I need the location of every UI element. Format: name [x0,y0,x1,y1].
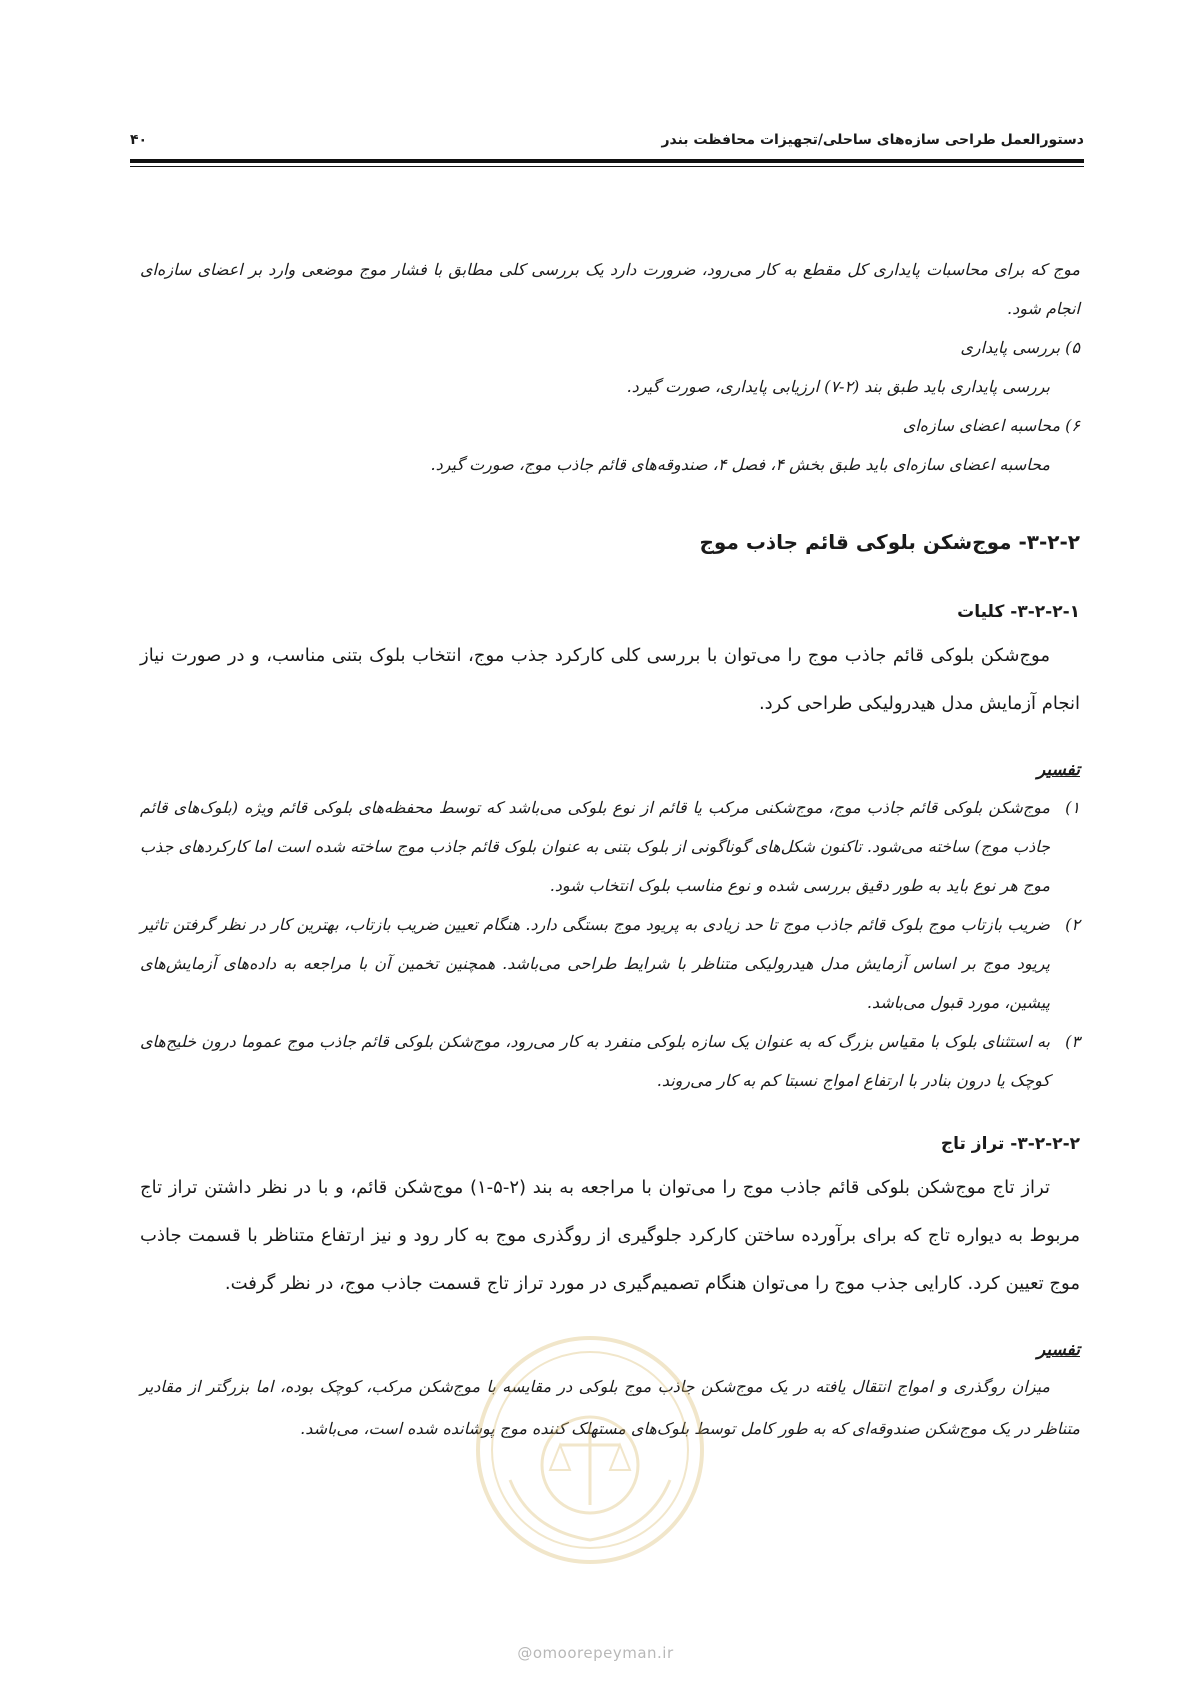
intro-paragraph: موج که برای محاسبات پایداری کل مقطع به کار می‌رود، ضرورت دارد یک بررسی کلی مطابق با فشار موج موضعی وارد بر اعضای سازه‌ای انجام شود. [140,260,1080,318]
item6-text: محاسبه اعضای سازه‌ای باید طبق بخش ۴، فصل ۴، صندوقه‌های قائم جاذب موج، صورت گیرد. [430,455,1050,474]
commentary-item [140,1022,1080,1100]
general-paragraph: موج‌شکن بلوکی قائم جاذب موج را می‌توان با بررسی کلی کارکرد جذب موج، انتخاب بلوک بتنی مناسب، و در صورت نیاز انجام آزمایش مدل هیدرولیکی طراحی کرد. [140,645,1080,714]
item5-title: ۵) بررسی پایداری [960,338,1080,357]
commentary-item-number: ۳) [1065,1032,1080,1051]
commentary-item-text: ضریب بازتاب موج بلوک قائم جاذب موج تا حد زیادی به پریود موج بستگی دارد. هنگام تعیین ضریب بازتاب، بهترین کار در نظر گرفتن تاثیر پریود موج بر اساس آزمایش مدل هیدرولیکی متناظر با شرایط طراحی می‌باشد. همچنین تخمین آن با مراجعه به داده‌های آزمایش‌های پیشین، مورد قبول می‌باشد. [140,915,1050,1012]
commentary-list [140,788,1080,1100]
commentary-item-text: به استثنای بلوک با مقیاس بزرگ که به عنوان یک سازه بلوکی منفرد به کار می‌رود، موج‌شکن بلوکی قائم جاذب موج عموما درون خلیج‌های کوچک یا درون بنادر با ارتفاع امواج نسبتا کم به کار می‌روند. [140,1032,1050,1090]
page-header [130,128,1084,160]
crest-level-paragraph: تراز تاج موج‌شکن بلوکی قائم جاذب موج را می‌توان با مراجعه به بند (۲-۵-۱) موج‌شکن قائم، و با در نظر داشتن تراز تاج مربوط به دیواره تاج که برای برآورده ساختن کارکرد جلوگیری از روگذری موج به کار رود و نیز ارتفاع متناظر با قسمت جاذب موج تعیین کرد. کارایی جذب موج را می‌توان هنگام تصمیم‌گیری در مورد تراز تاج قسمت جاذب موج، در نظر گرفت. [140,1177,1080,1294]
commentary-item-number: ۱) [1065,798,1080,817]
item5-text: بررسی پایداری باید طبق بند (۲-۷) ارزیابی پایداری، صورت گیرد. [626,377,1050,396]
page-content [140,250,1080,1450]
subsection-heading-general: ۳-۲-۲-۱- کلیات [957,602,1080,622]
commentary-item-number: ۲) [1065,915,1080,934]
subsection-heading-crest-level: ۳-۲-۲-۲- تراز تاج [940,1134,1080,1154]
commentary-label-2: تفسیر [1036,1340,1080,1360]
footer-url: @omoorepeyman.ir [517,1644,674,1662]
page-number: ۴۰ [130,132,148,148]
section-heading: ۳-۲-۲- موج‌شکن بلوکی قائم جاذب موج [699,530,1080,554]
header-rule-thick [130,159,1084,163]
item6-title: ۶) محاسبه اعضای سازه‌ای [902,416,1080,435]
commentary-item-text: موج‌شکن بلوکی قائم جاذب موج، موج‌شکنی مرکب یا قائم از نوع بلوکی می‌باشد که توسط محفظه‌های بلوکی قائم ویژه (بلوک‌های قائم جاذب موج) ساخته می‌شود. تاکنون شکل‌های گوناگونی از بلوک بتنی به عنوان بلوک قائم جاذب موج ساخته شده است اما کارکردهای جذب موج هر نوع باید به طور دقیق بررسی شده و نوع مناسب بلوک انتخاب شود. [140,798,1050,895]
header-title: دستورالعمل طراحی سازه‌های ساحلی/تجهیزات محافظت بندر [661,132,1084,148]
commentary-paragraph-2: میزان روگذری و امواج انتقال یافته در یک موج‌شکن جاذب موج بلوکی در مقایسه با موج‌شکن مرکب، کوچک بوده، اما بزرگتر از مقادیر متناظر در یک موج‌شکن صندوقه‌ای که به طور کامل توسط بلوک‌های مستهلک کننده موج پوشانده شده است، می‌باشد. [140,1377,1080,1438]
commentary-item [140,788,1080,905]
commentary-label: تفسیر [1036,760,1080,780]
commentary-item [140,905,1080,1022]
header-rule-thin [130,166,1084,167]
